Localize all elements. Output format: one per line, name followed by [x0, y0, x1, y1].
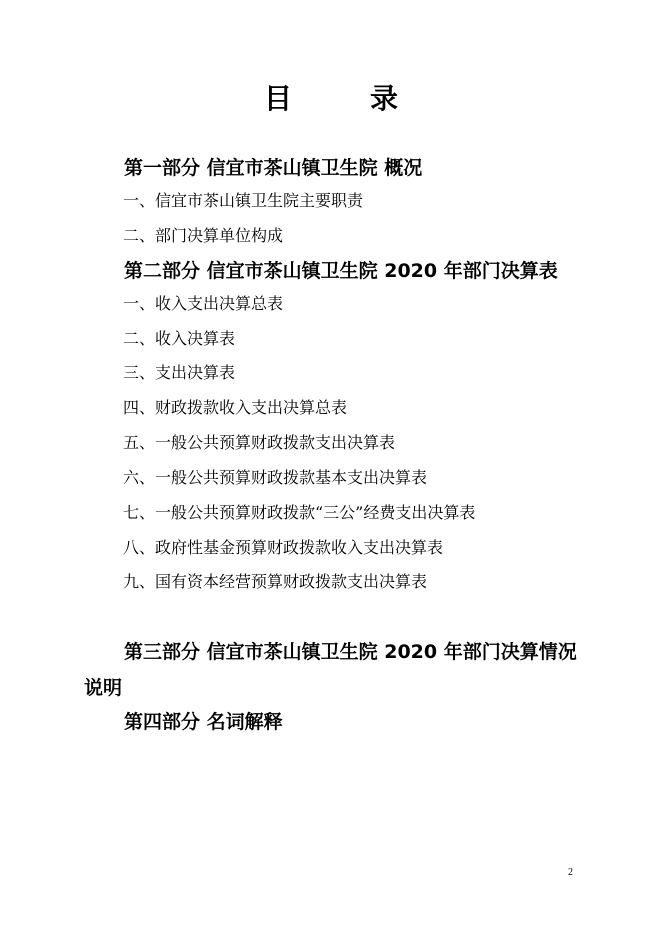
part2-item-9: 九、国有资本经营预算财政拨款支出决算表	[123, 572, 428, 591]
part2-item-3: 三、支出决算表	[123, 363, 236, 382]
part2-item-1: 一、收入支出决算总表	[123, 294, 284, 313]
part2-item-6: 六、一般公共预算财政拨款基本支出决算表	[123, 468, 428, 487]
part2-heading: 第二部分 信宜市茶山镇卫生院 2020 年部门决算表	[124, 260, 558, 282]
part2-item-5: 五、一般公共预算财政拨款支出决算表	[123, 433, 396, 452]
page-number: 2	[568, 867, 573, 878]
part1-heading: 第一部分 信宜市茶山镇卫生院 概况	[124, 157, 423, 179]
part2-item-4: 四、财政拨款收入支出决算总表	[123, 398, 348, 417]
part4-heading: 第四部分 名词解释	[124, 711, 283, 733]
part2-item-2: 二、收入决算表	[123, 329, 236, 348]
part2-item-8: 八、政府性基金预算财政拨款收入支出决算表	[123, 538, 444, 557]
part3-heading: 第三部分 信宜市茶山镇卫生院 2020 年部门决算情况说明	[84, 641, 577, 699]
toc-title	[0, 82, 662, 116]
toc-title-char-2: 录	[370, 82, 399, 115]
part1-item-1: 一、信宜市茶山镇卫生院主要职责	[123, 191, 364, 210]
part2-item-7: 七、一般公共预算财政拨款“三公”经费支出决算表	[123, 503, 476, 522]
toc-title-char-1: 目	[263, 82, 292, 115]
part1-item-2: 二、部门决算单位构成	[123, 226, 284, 245]
